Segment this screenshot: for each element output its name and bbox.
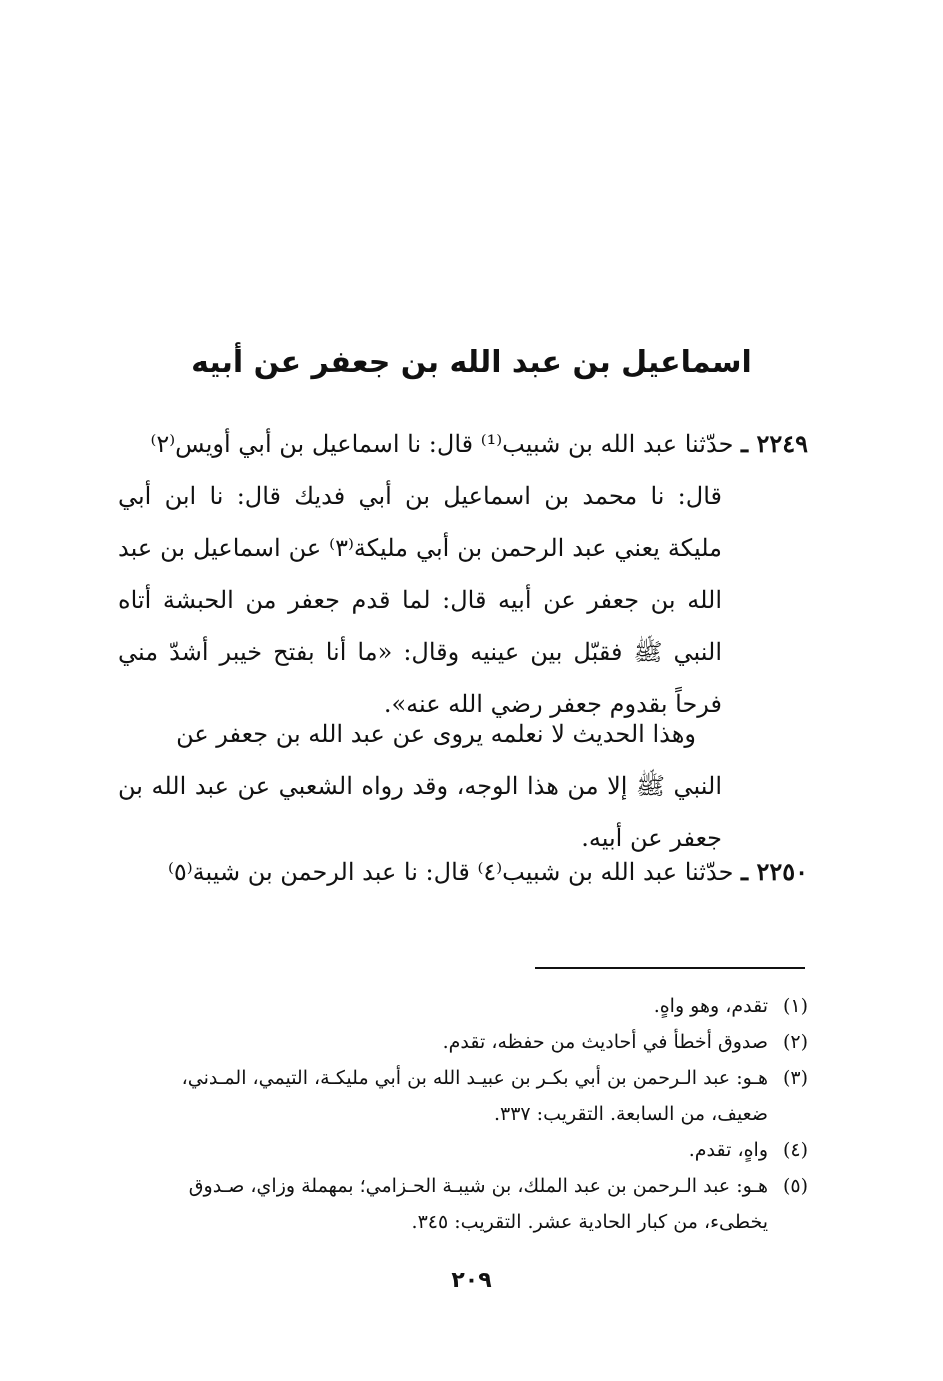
footnote-text: واهٍ، تقدم. xyxy=(688,1139,768,1161)
footnote-item xyxy=(118,1168,808,1240)
hadith-2249 xyxy=(118,418,808,730)
footnote-marker: (٥) xyxy=(782,1175,808,1197)
hadith-number: ٢٢٥٠ ـ xyxy=(741,857,808,886)
commentary-first-line: وهذا الحديث لا نعلمه يروى عن عبد الله بن جعفر عن xyxy=(176,720,696,748)
footnote-marker: (٢) xyxy=(782,1031,808,1053)
commentary-rest: النبي ﷺ إلا من هذا الوجه، وقد رواه الشعبي عن عبد الله بن جعفر عن أبيه. xyxy=(118,772,722,852)
hadith-2250 xyxy=(118,846,808,898)
footnote-text: تقدم، وهو واهٍ. xyxy=(653,995,768,1017)
footnote-item xyxy=(118,988,808,1024)
footnote-item xyxy=(118,1132,808,1168)
hadith-first-line: حدّثنا عبد الله بن شبيب⁽¹⁾ قال: نا اسماعيل بن أبي أويس⁽٢⁾ xyxy=(150,430,734,458)
footnote-separator xyxy=(535,967,805,969)
footnote-marker: (٤) xyxy=(782,1139,808,1161)
footnote-text: هـو: عبد الـرحمن بن عبد الملك، بن شيبـة الحـزامي؛ بمهملة وزاي، صـدوق xyxy=(188,1175,768,1197)
footnote-text: صدوق أخطأ في أحاديث من حفظه، تقدم. xyxy=(442,1031,768,1053)
hadith-first-line: حدّثنا عبد الله بن شبيب⁽٤⁾ قال: نا عبد الرحمن بن شيبة⁽٥⁾ xyxy=(167,858,734,886)
footnote-marker: (٣) xyxy=(782,1067,808,1089)
hadith-number: ٢٢٤٩ ـ xyxy=(741,429,808,458)
hadith-body: قال: نا محمد بن اسماعيل بن أبي فديك قال: نا ابن أبي مليكة يعني عبد الرحمن بن أبي مليكة⁽٣⁾ عن اسماعيل بن عبد الله بن جعفر عن أبيه قال: لما قدم جعفر من الحبشة أتاه النبي ﷺ فقبّل بين عينيه وقال: «ما أنا بفتح خيبر أشدّ مني فرحاً بقدوم جعفر رضي الله عنه». xyxy=(118,482,722,718)
commentary-paragraph xyxy=(118,708,808,864)
footnote-item xyxy=(118,1024,808,1060)
footnote-continuation: يخطىء، من كبار الحادية عشر. التقريب: ٣٤٥. xyxy=(411,1211,768,1233)
footnote-marker: (١) xyxy=(782,995,808,1017)
footnote-text: هـو: عبد الـرحمن بن أبي بكـر بن عبيـد الله بن أبي مليكـة، التيمي، المـدني، xyxy=(181,1067,768,1089)
page-number: ٢٠٩ xyxy=(451,1268,492,1293)
footnote-item xyxy=(118,1060,808,1132)
footnote-continuation: ضعيف، من السابعة. التقريب: ٣٣٧. xyxy=(493,1103,768,1125)
footnotes xyxy=(118,988,808,1240)
chapter-title: اسماعيل بن عبد الله بن جعفر عن أبيه xyxy=(191,345,752,380)
